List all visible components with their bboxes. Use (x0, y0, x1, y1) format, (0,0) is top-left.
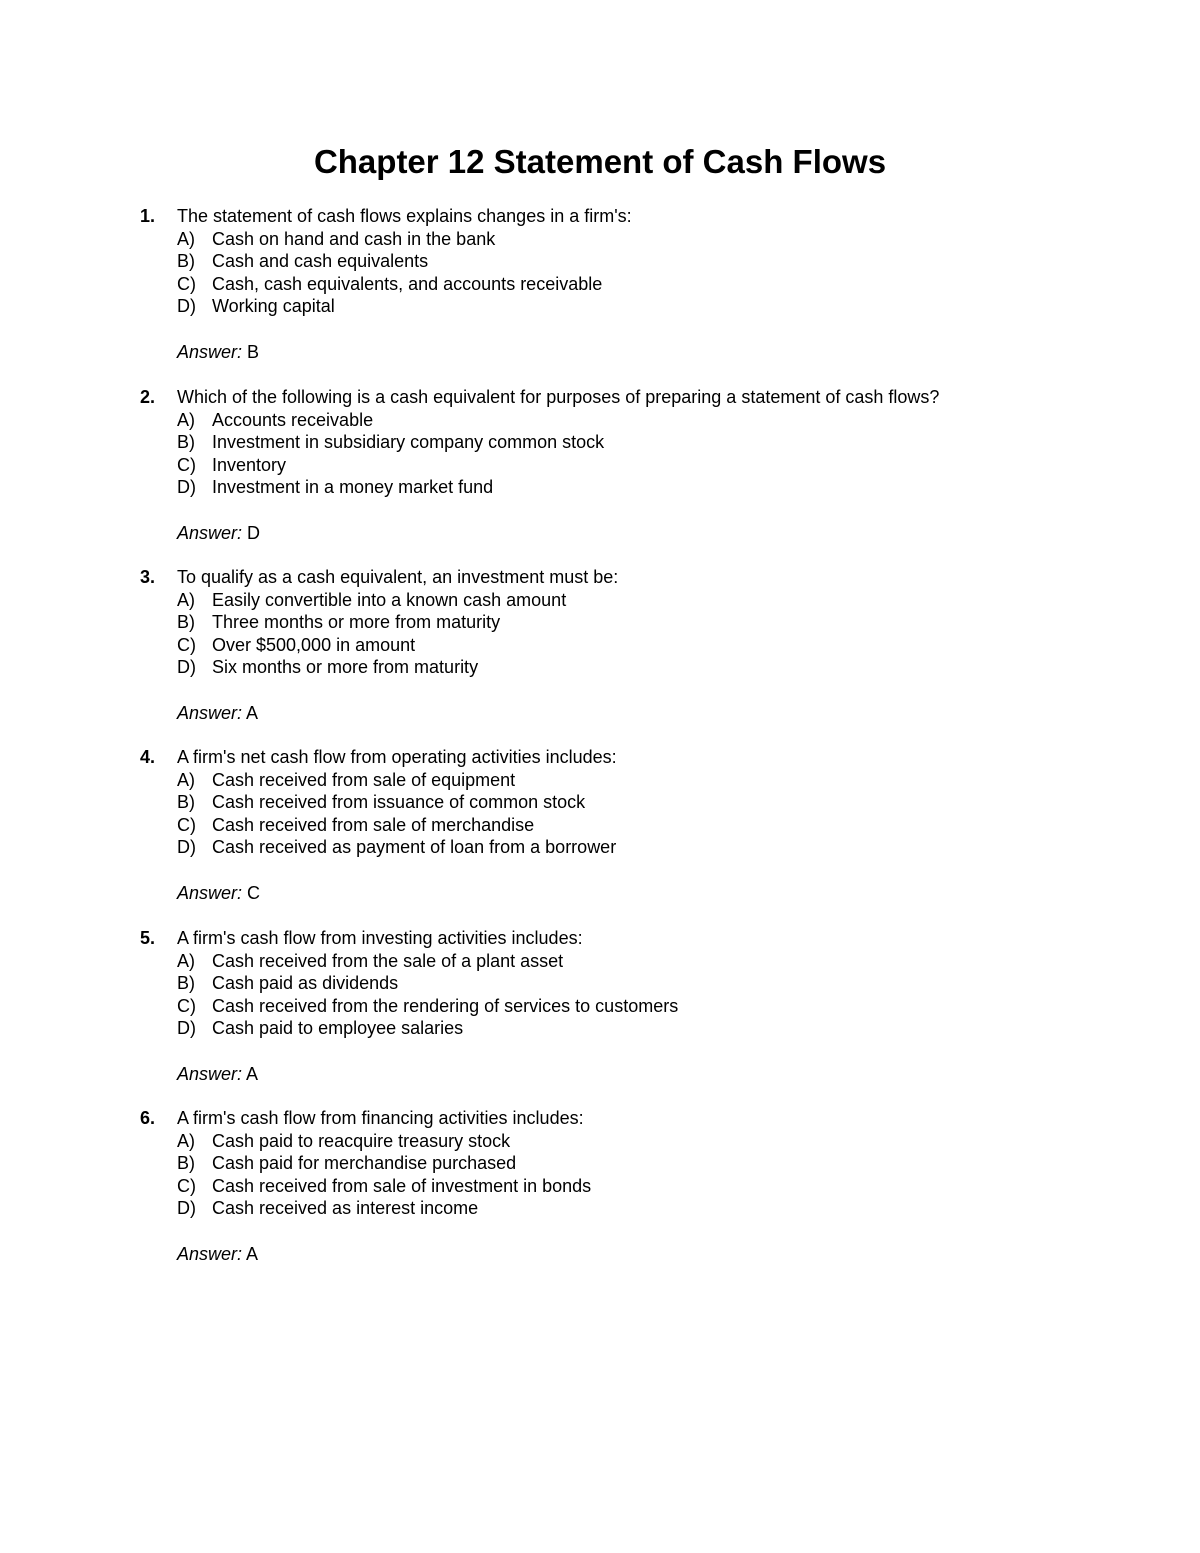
option-letter: D) (177, 1198, 196, 1219)
option-letter: A) (177, 950, 195, 971)
option-letter: B) (177, 432, 195, 453)
option-letter: A) (177, 228, 195, 249)
question-stem (140, 205, 1140, 228)
option-letter: B) (177, 612, 195, 633)
option-d (140, 836, 1140, 859)
question-text: A firm's cash flow from investing activities includes: (177, 928, 583, 948)
option-text: Cash received as payment of loan from a borrower (212, 837, 617, 858)
question-1 (140, 205, 1140, 363)
answer-line (140, 882, 1140, 905)
question-stem (140, 1107, 1140, 1130)
option-a (140, 769, 1140, 792)
option-text: Investment in a money market fund (212, 477, 494, 498)
answer-value: B (247, 341, 260, 362)
question-6 (140, 1107, 1140, 1265)
option-text: Cash paid to reacquire treasury stock (212, 1130, 511, 1151)
option-text: Cash on hand and cash in the bank (212, 228, 496, 249)
question-number: 5. (140, 928, 156, 948)
answer-label: Answer: (177, 522, 243, 543)
option-letter: D) (177, 477, 196, 498)
question-5 (140, 927, 1140, 1085)
option-d (140, 656, 1140, 679)
option-c (140, 634, 1140, 657)
option-letter: B) (177, 1153, 195, 1174)
answer-label: Answer: (177, 882, 243, 903)
question-stem (140, 386, 1140, 409)
option-b (140, 972, 1140, 995)
option-letter: D) (177, 837, 196, 858)
option-c (140, 273, 1140, 296)
option-b (140, 250, 1140, 273)
option-text: Cash received from sale of investment in bonds (212, 1175, 592, 1196)
option-b (140, 431, 1140, 454)
option-text: Cash paid to employee salaries (212, 1018, 464, 1039)
question-text: A firm's cash flow from financing activities includes: (177, 1108, 584, 1128)
question-stem (140, 566, 1140, 589)
option-c (140, 814, 1140, 837)
answer-line (140, 702, 1140, 725)
option-c (140, 995, 1140, 1018)
answer-line (140, 1063, 1140, 1086)
option-d (140, 295, 1140, 318)
option-text: Three months or more from maturity (212, 612, 501, 633)
option-b (140, 1152, 1140, 1175)
option-d (140, 1197, 1140, 1220)
question-number: 3. (140, 567, 156, 587)
option-letter: C) (177, 995, 196, 1016)
option-text: Over $500,000 in amount (212, 634, 416, 655)
answer-line (140, 522, 1140, 545)
answer-value: A (246, 702, 259, 723)
answer-label: Answer: (177, 1063, 243, 1084)
option-b (140, 611, 1140, 634)
question-number: 4. (140, 747, 156, 767)
option-text: Cash received from sale of merchandise (212, 814, 535, 835)
option-letter: A) (177, 1130, 195, 1151)
answer-value: D (247, 522, 261, 543)
question-2 (140, 386, 1140, 544)
answer-label: Answer: (177, 1243, 243, 1264)
answer-value: A (246, 1243, 259, 1264)
question-number: 1. (140, 206, 156, 226)
question-stem (140, 927, 1140, 950)
option-a (140, 228, 1140, 251)
option-letter: A) (177, 769, 195, 790)
option-text: Inventory (212, 454, 287, 475)
option-text: Cash paid as dividends (212, 973, 399, 994)
option-text: Cash, cash equivalents, and accounts receivable (212, 273, 603, 294)
answer-line (140, 341, 1140, 364)
option-letter: C) (177, 273, 196, 294)
option-b (140, 791, 1140, 814)
option-c (140, 1175, 1140, 1198)
option-letter: D) (177, 1018, 196, 1039)
question-number: 2. (140, 387, 156, 407)
option-letter: C) (177, 1175, 196, 1196)
question-stem (140, 746, 1140, 769)
option-text: Accounts receivable (212, 409, 374, 430)
option-d (140, 476, 1140, 499)
option-text: Cash received from sale of equipment (212, 769, 516, 790)
option-text: Easily convertible into a known cash amount (212, 589, 567, 610)
option-letter: B) (177, 251, 195, 272)
option-a (140, 1130, 1140, 1153)
option-text: Cash received from issuance of common stock (212, 792, 586, 813)
question-text: A firm's net cash flow from operating activities includes: (177, 747, 617, 767)
question-number: 6. (140, 1108, 156, 1128)
answer-value: C (247, 882, 261, 903)
option-c (140, 454, 1140, 477)
answer-line (140, 1243, 1140, 1266)
option-letter: B) (177, 792, 195, 813)
option-text: Cash paid for merchandise purchased (212, 1153, 517, 1174)
option-letter: C) (177, 814, 196, 835)
option-d (140, 1017, 1140, 1040)
option-text: Cash and cash equivalents (212, 251, 429, 272)
option-letter: A) (177, 589, 195, 610)
option-text: Cash received from the rendering of services to customers (212, 995, 679, 1016)
option-letter: C) (177, 634, 196, 655)
answer-value: A (246, 1063, 259, 1084)
question-4 (140, 746, 1140, 904)
option-text: Six months or more from maturity (212, 657, 479, 678)
question-text: The statement of cash flows explains changes in a firm's: (177, 206, 632, 226)
option-a (140, 409, 1140, 432)
question-text: Which of the following is a cash equivalent for purposes of preparing a statement of cash flows? (177, 387, 940, 407)
option-text: Cash received from the sale of a plant asset (212, 950, 564, 971)
option-text: Cash received as interest income (212, 1198, 479, 1219)
option-letter: A) (177, 409, 195, 430)
option-letter: B) (177, 973, 195, 994)
question-text: To qualify as a cash equivalent, an investment must be: (177, 567, 619, 587)
answer-label: Answer: (177, 341, 243, 362)
option-text: Working capital (212, 296, 335, 317)
option-text: Investment in subsidiary company common stock (212, 432, 605, 453)
question-3 (140, 566, 1140, 724)
option-a (140, 589, 1140, 612)
option-letter: C) (177, 454, 196, 475)
option-a (140, 950, 1140, 973)
option-letter: D) (177, 296, 196, 317)
answer-label: Answer: (177, 702, 243, 723)
page-title: Chapter 12 Statement of Cash Flows (313, 143, 887, 180)
option-letter: D) (177, 657, 196, 678)
